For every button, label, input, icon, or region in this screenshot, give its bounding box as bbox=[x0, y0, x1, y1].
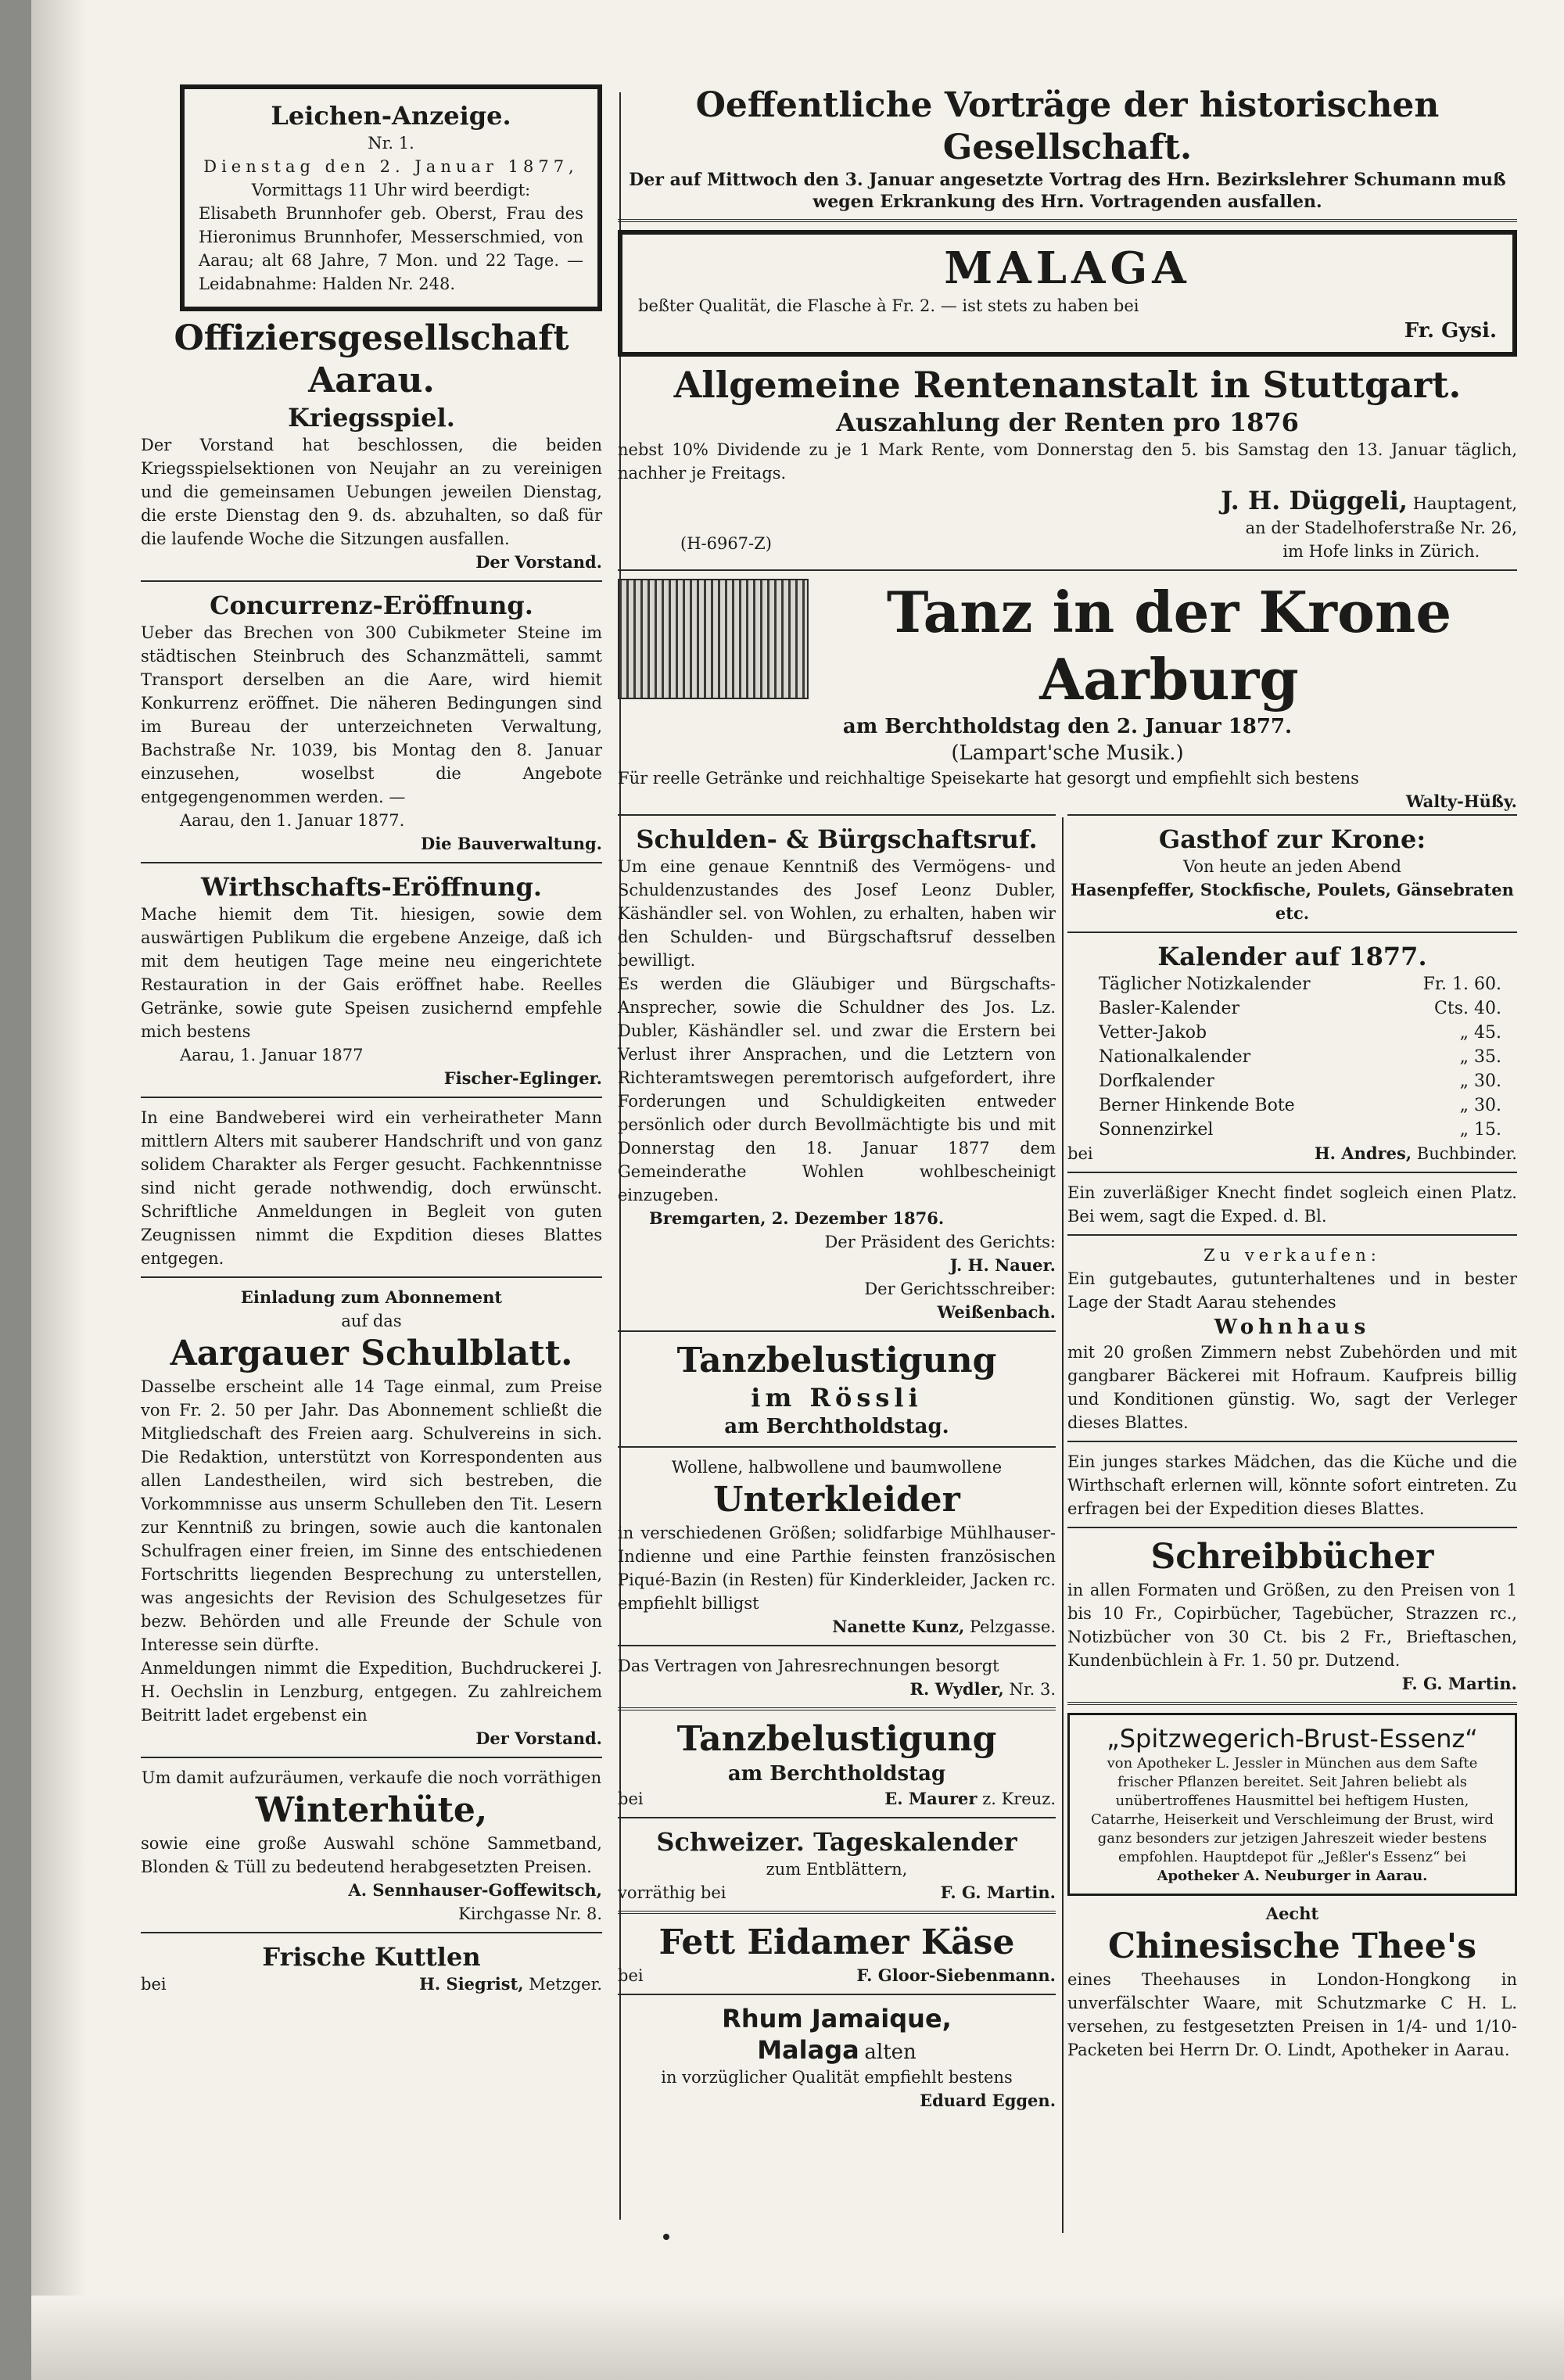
divider bbox=[618, 219, 1517, 222]
ad-title: Zu verkaufen: bbox=[1203, 1246, 1381, 1265]
ad-title: „Spitzwegerich-Brust-Essenz“ bbox=[1107, 1724, 1478, 1754]
ad-time: Vormittags 11 Uhr wird beerdigt: bbox=[251, 181, 531, 199]
ad-signer-1: Der Präsident des Gerichts: bbox=[824, 1233, 1056, 1251]
ad-signature: H. Siegrist, bbox=[419, 1974, 524, 1994]
ad-subtitle-2: am Berchtholdstag. bbox=[724, 1415, 949, 1438]
ad-title: Chinesische Thee's bbox=[1107, 1926, 1477, 1966]
divider bbox=[1067, 1702, 1517, 1705]
kalender-name: Dorfkalender bbox=[1099, 1072, 1214, 1091]
ad-title: Offiziersgesellschaft Aarau. bbox=[174, 318, 569, 400]
ad-body: in allen Formaten und Größen, zu den Preisen von 1 bis 10 Fr., Copirbücher, Tagebücher, Strazzen rc., Notizbücher von 30 Ct. bis 2 Fr., Brieftaschen, Kundenbüchlein à Fr. 1. 50 pr. Dutzend. bbox=[1067, 1581, 1517, 1670]
ad-address: z. Kreuz. bbox=[982, 1789, 1056, 1808]
ad-bei: bei bbox=[141, 1975, 167, 1994]
ad-title: Aargauer Schulblatt. bbox=[170, 1334, 573, 1373]
ad-signature: Fischer-Eglinger. bbox=[443, 1068, 602, 1088]
kalender-name: Basler-Kalender bbox=[1099, 999, 1239, 1018]
ad-title: Tanz in der Krone Aarburg bbox=[886, 579, 1452, 713]
ad-name-1: J. H. Nauer. bbox=[949, 1255, 1056, 1275]
ad-body-2: Anmeldungen nimmt die Expedition, Buchdruckerei J. H. Oechslin in Lenzburg, entgegen. Zu zahlreichem Beitritt ladet ergebenst ein bbox=[141, 1659, 602, 1725]
page-edge-shadow bbox=[31, 2296, 1564, 2380]
kaese-ad bbox=[618, 1922, 1056, 1987]
kalender-currency: Cts. bbox=[1434, 999, 1469, 1018]
rhum-ad bbox=[618, 2003, 1056, 2113]
ad-role: Hauptagent, bbox=[1412, 494, 1517, 513]
ad-address-1: an der Stadelhoferstraße Nr. 26, bbox=[1245, 519, 1517, 537]
ad-title: Concurrenz-Eröffnung. bbox=[210, 591, 533, 620]
unterkleider-ad bbox=[618, 1456, 1056, 1639]
ad-signature: Fr. Gysi. bbox=[1404, 319, 1497, 343]
divider bbox=[618, 814, 1056, 816]
kalender-row bbox=[1099, 1118, 1501, 1142]
ad-signature: Die Bauverwaltung. bbox=[420, 834, 602, 853]
column-left bbox=[141, 84, 602, 2002]
column-right-top bbox=[618, 84, 1517, 820]
kalender-currency: „ bbox=[1459, 1072, 1469, 1091]
ad-address-2: im Hofe links in Zürich. bbox=[1282, 542, 1480, 561]
ad-subtitle: am Berchtholdstag bbox=[727, 1762, 946, 1786]
ad-body: vorräthig bei bbox=[618, 1883, 726, 1902]
ad-address: Kirchgasse Nr. 8. bbox=[458, 1904, 602, 1923]
schulden-ad bbox=[618, 824, 1056, 1324]
divider bbox=[618, 569, 1517, 571]
ad-signature: Eduard Eggen. bbox=[920, 2091, 1056, 2110]
ad-body: beßter Qualität, die Flasche à Fr. 2. — ist stets zu haben bei bbox=[638, 296, 1139, 315]
ad-body: nebst 10% Dividende zu je 1 Mark Rente, vom Donnerstag den 5. bis Samstag den 13. Januar täglich, nachher je Freitags. bbox=[618, 440, 1517, 483]
ad-bei: bei bbox=[1067, 1144, 1093, 1163]
maedchen-ad: Ein junges starkes Mädchen, das die Küche und die Wirthschaft erlernen will, könnte sofort eintreten. Zu erfragen bei der Expedition dieses Blattes. bbox=[1067, 1452, 1517, 1518]
ad-title: Leichen-Anzeige. bbox=[271, 101, 511, 131]
divider bbox=[618, 1446, 1056, 1448]
ad-code: (H-6967-Z) bbox=[680, 534, 772, 553]
ad-signature: Der Vorstand. bbox=[475, 552, 602, 572]
jahresrechnungen-ad bbox=[618, 1654, 1056, 1701]
winterhuete-ad bbox=[141, 1766, 602, 1926]
tanz-berchtholdstag-ad bbox=[618, 1718, 1056, 1811]
ad-body: Dasselbe erscheint alle 14 Tage einmal, zum Preise von Fr. 2. 50 per Jahr. Das Abonnement schließt die Mitgliedschaft des Freien aarg. Schulvereins in sich. Die Redaktion, unterstützt von Korrespondenten aus allen Landestheilen, wird sich bestreben, die Vorkommnisse aus unserm Schulleben den Tit. Lesern zur Kenntniß zu bringen, sowie auch die kantonalen Schulfragen einer freien, im Sinne des entschiedenen Fortschritts liegenden Besprechung zu unterstellen, was angesichts der Revision des Schulgesetzes für bezw. Behörden und alle Freunde der Schule von Interesse sein dürfte. bbox=[141, 1377, 602, 1654]
verkaufen-ad bbox=[1067, 1244, 1517, 1434]
ad-title: Unterkleider bbox=[713, 1480, 960, 1520]
kalender-currency: „ bbox=[1459, 1120, 1469, 1140]
ad-body: von Apotheker L. Jessler in München aus dem Safte frischer Pflanzen bereitet. Seit Jahren beliebt als unübertroffenes Hausmittel bei heftigem Husten, Catarrhe, Heiserkeit und Verschleimung der Brust, wird ganz besonders zur jetzigen Jahreszeit wieder bestens empfohlen. Hauptdepot für „Jeßler's Essenz“ bei bbox=[1091, 1755, 1494, 1865]
divider bbox=[141, 1757, 602, 1758]
ad-title-2: Wohnhaus bbox=[1214, 1316, 1371, 1339]
ad-signature: Der Vorstand. bbox=[475, 1728, 602, 1748]
ad-signer-2: Der Gerichtsschreiber: bbox=[864, 1280, 1056, 1298]
ad-intro: Aecht bbox=[1265, 1904, 1319, 1923]
ad-body: sowie eine große Auswahl schöne Sammetband, Blonden & Tüll zu bedeutend herabgesetzten Preisen. bbox=[141, 1834, 602, 1876]
ad-signature: F. Gloor-Siebenmann. bbox=[856, 1965, 1056, 1985]
ad-number: Nr. 1. bbox=[368, 134, 414, 153]
divider bbox=[1067, 1172, 1517, 1173]
ad-subtitle: Kriegsspiel. bbox=[288, 403, 455, 433]
thee-ad bbox=[1067, 1902, 1517, 2062]
gasthof-ad bbox=[1067, 824, 1517, 925]
ad-title: Rhum Jamaique, bbox=[722, 2004, 952, 2034]
ad-body: Ein gutgebautes, gutunterhaltenes und in bester Lage der Stadt Aarau stehendes bbox=[1067, 1269, 1517, 1312]
divider bbox=[141, 862, 602, 863]
concurrenz-ad bbox=[141, 590, 602, 856]
kalender-price: 35. bbox=[1474, 1047, 1501, 1067]
divider bbox=[141, 1276, 602, 1278]
kalender-price: 30. bbox=[1474, 1096, 1501, 1115]
kalender-row bbox=[1099, 1093, 1501, 1118]
offiziersgesellschaft-ad bbox=[141, 318, 602, 574]
ad-title-2b: alten bbox=[864, 2041, 917, 2064]
kalender-currency: „ bbox=[1459, 1096, 1469, 1115]
ad-subtitle: am Berchtholdstag den 2. Januar 1877. bbox=[842, 715, 1293, 738]
divider bbox=[618, 1330, 1056, 1332]
kalender-row bbox=[1099, 1045, 1501, 1069]
ad-signature: F. G. Martin. bbox=[1401, 1674, 1517, 1693]
ad-body: in verschiedenen Größen; solidfarbige Mühlhauser-Indienne und eine Parthie feinsten französischen Piqué-Bazin (in Resten) für Kinderkleider, Jacken rc. empfiehlt billigst bbox=[618, 1524, 1056, 1613]
column-right bbox=[1067, 809, 1517, 2068]
ad-signature: F. G. Martin. bbox=[940, 1883, 1056, 1902]
ad-title: Frische Kuttlen bbox=[262, 1942, 481, 1972]
wirthschaft-ad bbox=[141, 871, 602, 1090]
kalender-price: 45. bbox=[1474, 1023, 1501, 1043]
ad-bei: bei bbox=[618, 1789, 644, 1808]
ad-title: Gasthof zur Krone: bbox=[1158, 824, 1426, 854]
ad-title: Schreibbücher bbox=[1150, 1537, 1434, 1577]
divider bbox=[1067, 1441, 1517, 1442]
ad-trade: Pelzgasse. bbox=[969, 1617, 1056, 1636]
ad-title: MALAGA bbox=[944, 242, 1191, 294]
ad-title: Allgemeine Rentenanstalt in Stuttgart. bbox=[673, 364, 1462, 406]
ad-title: Tanzbelustigung bbox=[676, 1719, 997, 1759]
ad-body-2: mit 20 großen Zimmern nebst Zubehörden und mit gangbarer Bäckerei mit Hofraum. Kaufpreis billig und Konditionen günstig. Wo, sagt der Verleger dieses Blattes. bbox=[1067, 1343, 1517, 1432]
tanz-roessli-ad bbox=[618, 1340, 1056, 1440]
ad-signature: Walty-Hüßy. bbox=[1405, 792, 1517, 811]
divider bbox=[618, 1645, 1056, 1646]
kalender-row bbox=[1099, 1021, 1501, 1045]
schulblatt-ad bbox=[141, 1286, 602, 1750]
ad-name-2: Weißenbach. bbox=[937, 1302, 1056, 1322]
ad-music: (Lampart'sche Musik.) bbox=[951, 741, 1184, 765]
tageskalender-ad bbox=[618, 1826, 1056, 1904]
kalender-price: 40. bbox=[1474, 999, 1501, 1018]
ad-title: Kalender auf 1877. bbox=[1157, 942, 1427, 971]
ad-title: Winterhüte, bbox=[255, 1790, 488, 1830]
column-rule bbox=[1062, 817, 1064, 2233]
ad-body: Ueber das Brechen von 300 Cubikmeter Steine im städtischen Steinbruch des Schanzmätteli, sammt Transport derselben an die Aare, wird hiemit Konkurrenz eröffnet. Die näheren Bedingungen sind im Bureau der unterzeichneten Verwaltung, Bachstraße Nr. 1039, bis Montag den 8. Januar einzusehen, woselbst die Angebote entgegengenommen werden. — bbox=[141, 623, 602, 806]
kalender-name: Vetter-Jakob bbox=[1099, 1023, 1207, 1043]
ad-title-2: Malaga bbox=[757, 2035, 859, 2065]
divider bbox=[618, 1994, 1056, 1995]
kalender-name: Sonnenzirkel bbox=[1099, 1120, 1214, 1140]
kalender-name: Berner Hinkende Bote bbox=[1099, 1096, 1295, 1115]
ad-date: Aarau, 1. Januar 1877 bbox=[180, 1046, 364, 1064]
divider bbox=[1067, 1527, 1517, 1528]
ad-title: Schweizer. Tageskalender bbox=[656, 1827, 1017, 1857]
ad-signature: Apotheker A. Neuburger in Aarau. bbox=[1157, 1868, 1428, 1884]
ad-body: Für reelle Getränke und reichhaltige Speisekarte hat gesorgt und empfiehlt sich bestens bbox=[618, 769, 1359, 788]
ad-body: Das Vertragen von Jahresrechnungen besorgt bbox=[618, 1657, 999, 1675]
ad-body: Von heute an jeden Abend bbox=[1183, 857, 1401, 876]
kuttlen-ad bbox=[141, 1941, 602, 1996]
divider bbox=[141, 1932, 602, 1933]
schreibbuecher-ad bbox=[1067, 1536, 1517, 1696]
kalender-name: Nationalkalender bbox=[1099, 1047, 1251, 1067]
divider bbox=[618, 1707, 1056, 1711]
ad-date: Dienstag den 2. Januar 1877, bbox=[203, 157, 579, 176]
divider bbox=[141, 580, 602, 582]
kalender-price: 1. 60. bbox=[1452, 975, 1501, 994]
vortraege-ad bbox=[618, 84, 1517, 213]
kalender-name: Täglicher Notizkalender bbox=[1099, 975, 1311, 994]
kalender-currency: „ bbox=[1459, 1023, 1469, 1043]
ad-body: Elisabeth Brunnhofer geb. Oberst, Frau des Hieronimus Brunnhofer, Messerschmied, von Aarau; alt 68 Jahre, 7 Mon. und 22 Tage. — Leidabnahme: Halden Nr. 248. bbox=[199, 204, 583, 293]
ad-signature: A. Sennhauser-Goffewitsch, bbox=[348, 1880, 602, 1900]
ad-body: in vorzüglicher Qualität empfiehlt bestens bbox=[661, 2068, 1013, 2087]
ad-subtitle: Auszahlung der Renten pro 1876 bbox=[836, 407, 1299, 437]
ad-title: Tanzbelustigung bbox=[676, 1341, 997, 1380]
ad-body: Um eine genaue Kenntniß des Vermögens- und Schuldenzustandes des Josef Leonz Dubler, Käshändler sel. von Wohlen, zu erhalten, haben wir den Schulden- und Bürgschaftsruf desselben bewilligt. bbox=[618, 857, 1056, 970]
kalender-row bbox=[1099, 972, 1501, 996]
ad-title: Fett Eidamer Käse bbox=[658, 1922, 1015, 1962]
rentenanstalt-ad bbox=[618, 363, 1517, 563]
ad-trade: Buchbinder. bbox=[1416, 1144, 1517, 1163]
ad-trade: Metzger. bbox=[529, 1975, 602, 1994]
ad-body-2: Es werden die Gläubiger und Bürgschafts-Ansprecher, sowie die Schuldner des Jos. Lz. Dubler, Käshändler sel. und zwar die Erstern bei Verlust ihrer Ansprachen, und die Letztern von Richteramtswegen peremtorisch aufgefordert, ihre Forderungen und Schuldigkeiten entweder persönlich oder durch Bevollmächtigte bis und mit Donnerstag den 18. Januar 1877 dem Gemeinderathe Wohlen wohlbescheinigt einzugeben. bbox=[618, 975, 1056, 1204]
malaga-ad bbox=[618, 230, 1517, 357]
ad-date: Aarau, den 1. Januar 1877. bbox=[180, 811, 405, 830]
ad-intro: Um damit aufzuräumen, verkaufe die noch vorräthigen bbox=[141, 1768, 602, 1787]
ad-body: Der Vorstand hat beschlossen, die beiden Kriegsspielsektionen von Neujahr an zu vereinigen und die gemeinsamen Uebungen jeweilen Dienstag, die erste Dienstag den 9. ds. abzuhalten, so daß für die laufende Woche die Sitzungen ausfallen. bbox=[141, 436, 602, 548]
kalender-ad bbox=[1067, 941, 1517, 1165]
ad-subtitle: im Rössli bbox=[751, 1383, 923, 1413]
ad-signature: R. Wydler, bbox=[909, 1679, 1004, 1699]
ad-bei: bei bbox=[618, 1966, 644, 1985]
ad-subtitle: zum Entblättern, bbox=[766, 1860, 908, 1879]
divider bbox=[141, 1097, 602, 1098]
ad-title: Wirthschafts-Eröffnung. bbox=[201, 872, 542, 902]
ad-body: eines Theehauses in London-Hongkong in unverfälschter Waare, mit Schutzmarke C H. L. versehen, zu festgesetzten Preisen in 1/4- und 1/10-Packeten bei Herrn Dr. O. Lindt, Apotheker in Aarau. bbox=[1067, 1970, 1517, 2059]
ad-signature: Nanette Kunz, bbox=[832, 1617, 965, 1636]
kalender-row bbox=[1099, 1069, 1501, 1093]
kalender-row bbox=[1099, 996, 1501, 1021]
ad-title: Oeffentliche Vorträge der historischen Gesellschaft. bbox=[695, 85, 1440, 167]
leichen-anzeige bbox=[180, 84, 602, 311]
ad-signature: E. Maurer bbox=[884, 1789, 978, 1808]
divider bbox=[1067, 932, 1517, 933]
kalender-currency: Fr. bbox=[1422, 975, 1447, 994]
divider bbox=[1067, 814, 1517, 816]
ad-date: Bremgarten, 2. Dezember 1876. bbox=[649, 1208, 945, 1228]
ad-signature: H. Andres, bbox=[1314, 1143, 1412, 1163]
knecht-ad: Ein zuverläßiger Knecht findet sogleich einen Platz. Bei wem, sagt die Exped. d. Bl. bbox=[1067, 1183, 1517, 1226]
kalender-price: 15. bbox=[1474, 1120, 1501, 1140]
ad-signature: J. H. Düggeli, bbox=[1221, 486, 1408, 515]
ad-intro: Einladung zum Abonnement bbox=[240, 1287, 503, 1307]
kalender-list bbox=[1067, 972, 1517, 1142]
divider bbox=[1067, 1234, 1517, 1236]
ad-title: Schulden- & Bürgschaftsruf. bbox=[636, 824, 1038, 854]
ad-body-2: Hasenpfeffer, Stockfische, Poulets, Gänsebraten etc. bbox=[1071, 880, 1514, 923]
dance-illustration bbox=[618, 579, 809, 699]
tanz-krone-ad bbox=[618, 579, 1517, 813]
ink-dot bbox=[663, 2234, 669, 2240]
ad-intro: Wollene, halbwollene und baumwollene bbox=[671, 1458, 1003, 1477]
bandweberei-ad: In eine Bandweberei wird ein verheiratheter Mann mittlern Alters mit sauberer Handschrift und von ganz solidem Charakter als Ferger gesucht. Fachkenntnisse sind nicht gerade nothwendig, doch erwünscht. Schriftliche Anmeldungen in Begleit von guten Zeugnissen nimmt die Expdition dieses Blattes entgegen. bbox=[141, 1108, 602, 1268]
ad-intro-2: auf das bbox=[341, 1312, 402, 1330]
divider bbox=[618, 1817, 1056, 1818]
column-middle bbox=[618, 809, 1056, 2119]
kalender-price: 30. bbox=[1474, 1072, 1501, 1091]
kalender-currency: „ bbox=[1459, 1047, 1469, 1067]
ad-body: Der auf Mittwoch den 3. Januar angesetzte Vortrag des Hrn. Bezirkslehrer Schumann muß wegen Erkrankung des Hrn. Vortragenden ausfallen. bbox=[629, 170, 1506, 212]
spitzwegerich-ad bbox=[1067, 1713, 1517, 1896]
ad-body: Mache hiemit dem Tit. hiesigen, sowie dem auswärtigen Publikum die ergebene Anzeige, daß ich mit dem heutigen Tage meine neu eingerichtete Restauration in der Gais eröffnet habe. Reelles Getränke, sowie gute Speisen zusichernd empfehle mich bestens bbox=[141, 905, 602, 1041]
divider bbox=[618, 1911, 1056, 1914]
ad-address: Nr. 3. bbox=[1009, 1680, 1056, 1699]
